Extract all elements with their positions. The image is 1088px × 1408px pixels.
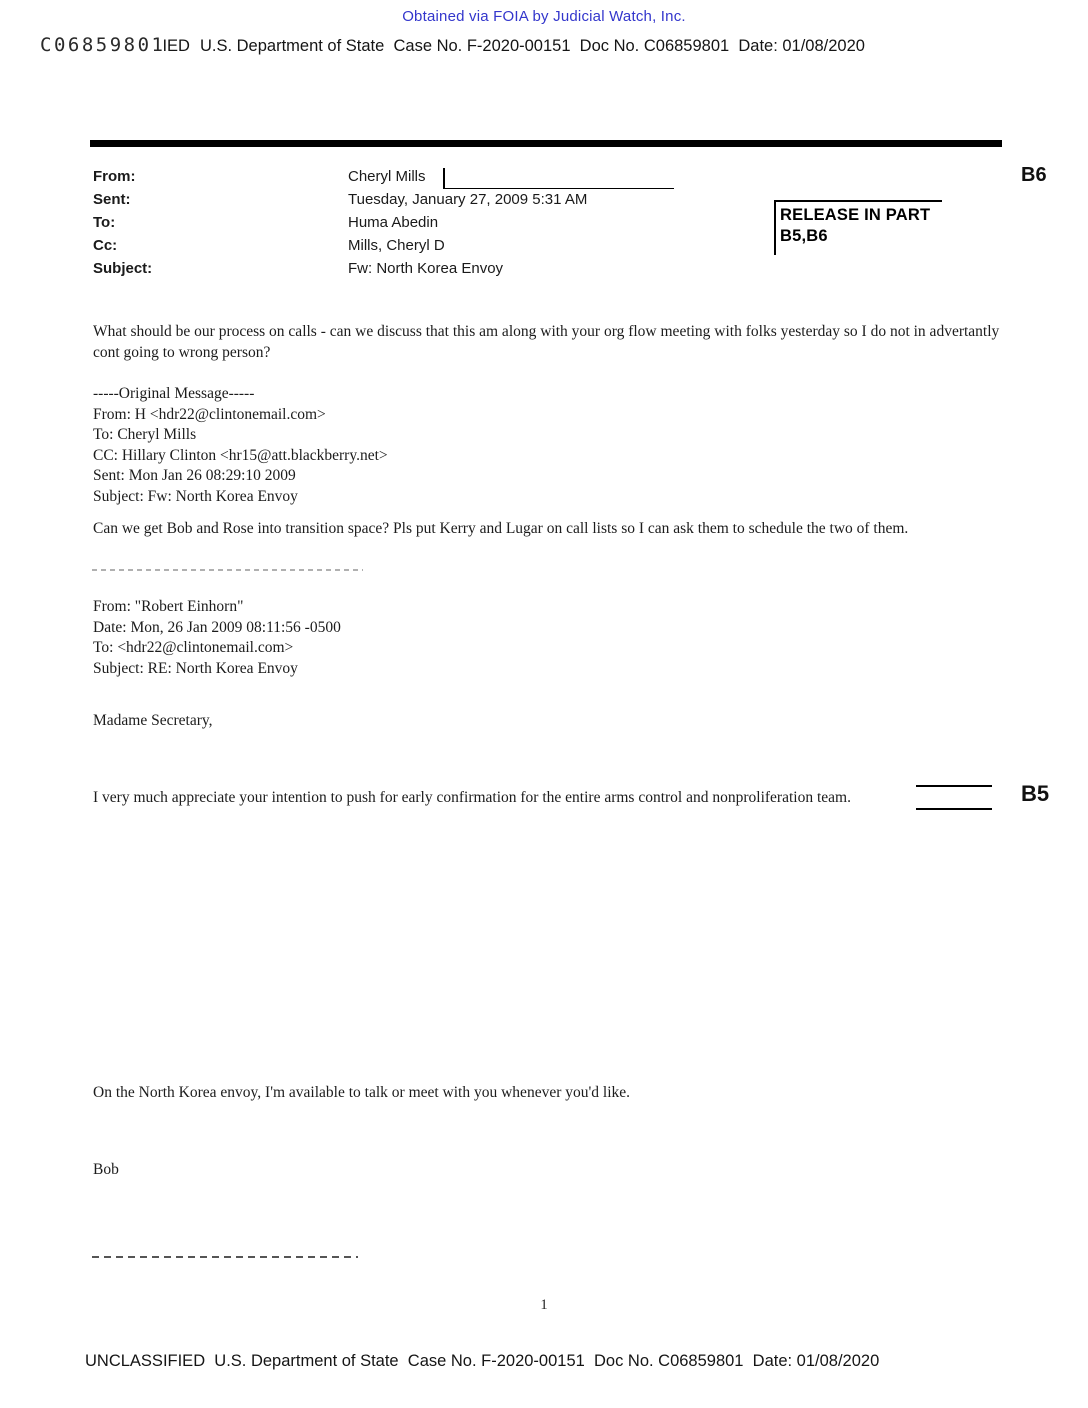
release-in-part-box bbox=[774, 200, 942, 255]
email-header-row-subject bbox=[93, 260, 793, 278]
body-paragraph-4: On the North Korea envoy, I'm available to talk or meet with you whenever you'd like. bbox=[93, 1084, 631, 1101]
redaction-box-b5 bbox=[916, 785, 992, 810]
sent-label: Sent: bbox=[93, 191, 131, 208]
footer-classification-line: UNCLASSIFIED U.S. Department of State Case No. F-2020-00151 Doc No. C06859801 Date: 01/08/2020 bbox=[85, 1352, 880, 1370]
from-value: Cheryl Mills bbox=[348, 168, 426, 185]
second-message-header-block bbox=[93, 597, 1010, 679]
body-paragraph-2: Can we get Bob and Rose into transition space? Pls put Kerry and Lugar on call lists so I can ask them to schedule the two of them. bbox=[93, 520, 909, 537]
original-message-block bbox=[93, 384, 1010, 507]
body-paragraph-1: What should be our process on calls - can we discuss that this am along with your org flow meeting with folks yesterday so I do not in advertantly cont going to wrong person? bbox=[93, 323, 1000, 361]
to-value: Huma Abedin bbox=[348, 214, 439, 231]
original-message-separator: -----Original Message----- bbox=[93, 385, 255, 402]
body-paragraph-3: I very much appreciate your intention to push for early confirmation for the entire arms control and nonproliferation team. bbox=[93, 789, 851, 806]
redaction-underline-from bbox=[443, 168, 674, 189]
original-message-sent: Sent: Mon Jan 26 08:29:10 2009 bbox=[93, 467, 296, 484]
foia-notice: Obtained via FOIA by Judicial Watch, Inc. bbox=[402, 8, 686, 25]
sent-value: Tuesday, January 27, 2009 5:31 AM bbox=[348, 191, 588, 208]
signature: Bob bbox=[93, 1161, 119, 1178]
original-message-cc: CC: Hillary Clinton <hr15@att.blackberry.net> bbox=[93, 446, 388, 464]
release-box-line2: B5,B6 bbox=[780, 227, 828, 245]
from-label: From: bbox=[93, 168, 136, 185]
b6-marking-top: B6 bbox=[1021, 164, 1047, 186]
second-message-subject: Subject: RE: North Korea Envoy bbox=[93, 659, 298, 677]
original-message-subject: Subject: Fw: North Korea Envoy bbox=[93, 487, 298, 505]
doc-id-stamp: C06859801 bbox=[40, 34, 166, 56]
release-box-line1: RELEASE IN PART bbox=[780, 206, 931, 224]
email-header-row-sent bbox=[93, 191, 793, 209]
original-message-to: To: Cheryl Mills bbox=[93, 426, 197, 443]
subject-label: Subject: bbox=[93, 260, 153, 277]
second-message-date: Date: Mon, 26 Jan 2009 08:11:56 -0500 bbox=[93, 618, 341, 636]
subject-value: Fw: North Korea Envoy bbox=[348, 260, 504, 277]
salutation: Madame Secretary, bbox=[93, 712, 213, 729]
b5-marking-mid: B5 bbox=[1021, 781, 1050, 806]
email-header-row-cc bbox=[93, 237, 793, 255]
top-header-text: U.S. Department of State Case No. F-2020-00151 Doc No. C06859801 Date: 01/08/2020 bbox=[199, 37, 865, 55]
cc-label: Cc: bbox=[93, 237, 118, 254]
faded-divider-line-1 bbox=[92, 569, 363, 571]
email-header-row-to bbox=[93, 214, 793, 232]
to-label: To: bbox=[93, 214, 116, 231]
divider-bar bbox=[90, 140, 1002, 147]
second-message-to: To: <hdr22@clintonemail.com> bbox=[93, 639, 294, 656]
original-message-from: From: H <hdr22@clintonemail.com> bbox=[93, 405, 326, 423]
unclassified-overlap-tail: IED bbox=[162, 37, 190, 55]
top-header-line bbox=[40, 34, 865, 56]
faded-divider-line-2 bbox=[92, 1256, 358, 1258]
page-number: 1 bbox=[540, 1297, 548, 1313]
cc-value: Mills, Cheryl D bbox=[348, 237, 445, 254]
second-message-from: From: "Robert Einhorn" bbox=[93, 598, 244, 615]
